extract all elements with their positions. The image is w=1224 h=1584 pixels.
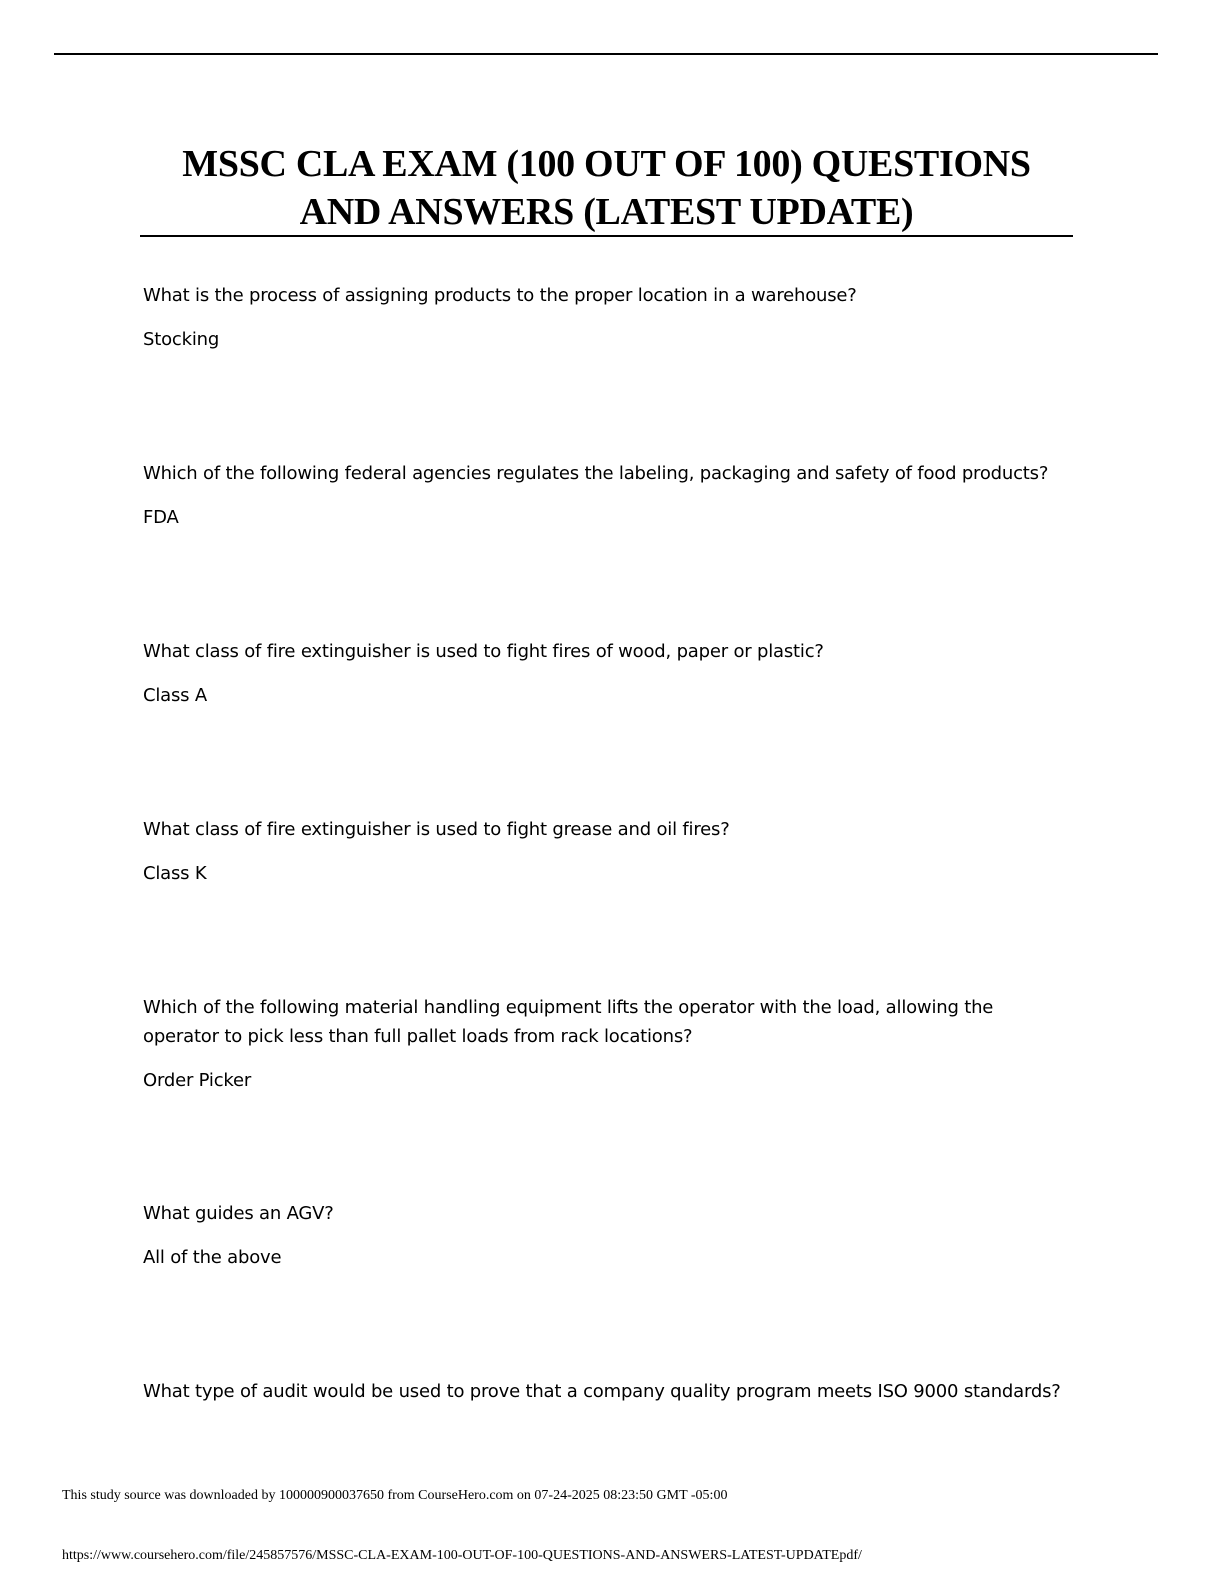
question-text: What class of fire extinguisher is used to fight fires of wood, paper or plastic? — [143, 641, 824, 662]
document-title — [140, 140, 1073, 236]
title-underline — [140, 235, 1073, 237]
question-text: What type of audit would be used to prove that a company quality program meets ISO 9000 standards? — [143, 1381, 1061, 1402]
qa-item-7 — [143, 1377, 1073, 1406]
answer-text: Class A — [143, 685, 207, 706]
qa-item-3 — [143, 637, 1073, 710]
answer-text: Order Picker — [143, 1070, 252, 1091]
qa-item-4 — [143, 815, 1073, 888]
question-text: What guides an AGV? — [143, 1203, 334, 1224]
qa-item-5 — [143, 993, 1073, 1095]
question-line-1: Which of the following material handling equipment lifts the operator with the load, allowing the — [143, 997, 994, 1018]
question-line-2: operator to pick less than full pallet loads from rack locations? — [143, 1026, 693, 1047]
top-divider — [54, 53, 1158, 55]
question-text: What class of fire extinguisher is used to fight grease and oil fires? — [143, 819, 730, 840]
title-line-2: AND ANSWERS (LATEST UPDATE) — [299, 191, 914, 233]
question-text — [143, 993, 1073, 1051]
download-notice: This study source was downloaded by 100000900037650 from CourseHero.com on 07-24-2025 08:23:50 GMT -05:00 — [62, 1488, 728, 1503]
answer-text: Class K — [143, 863, 207, 884]
qa-item-6 — [143, 1199, 1073, 1272]
qa-item-1 — [143, 281, 1073, 354]
qa-item-2 — [143, 459, 1073, 532]
source-url-link[interactable]: https://www.coursehero.com/file/245857576/MSSC-CLA-EXAM-100-OUT-OF-100-QUESTIONS-AND-ANSWERS-LATEST-UPDATEpdf/ — [62, 1548, 862, 1563]
answer-text: All of the above — [143, 1247, 282, 1268]
answer-text: Stocking — [143, 329, 220, 350]
answer-text: FDA — [143, 507, 179, 528]
question-text: What is the process of assigning products to the proper location in a warehouse? — [143, 285, 857, 306]
title-line-1: MSSC CLA EXAM (100 OUT OF 100) QUESTIONS — [182, 143, 1031, 185]
question-text: Which of the following federal agencies regulates the labeling, packaging and safety of food products? — [143, 463, 1049, 484]
